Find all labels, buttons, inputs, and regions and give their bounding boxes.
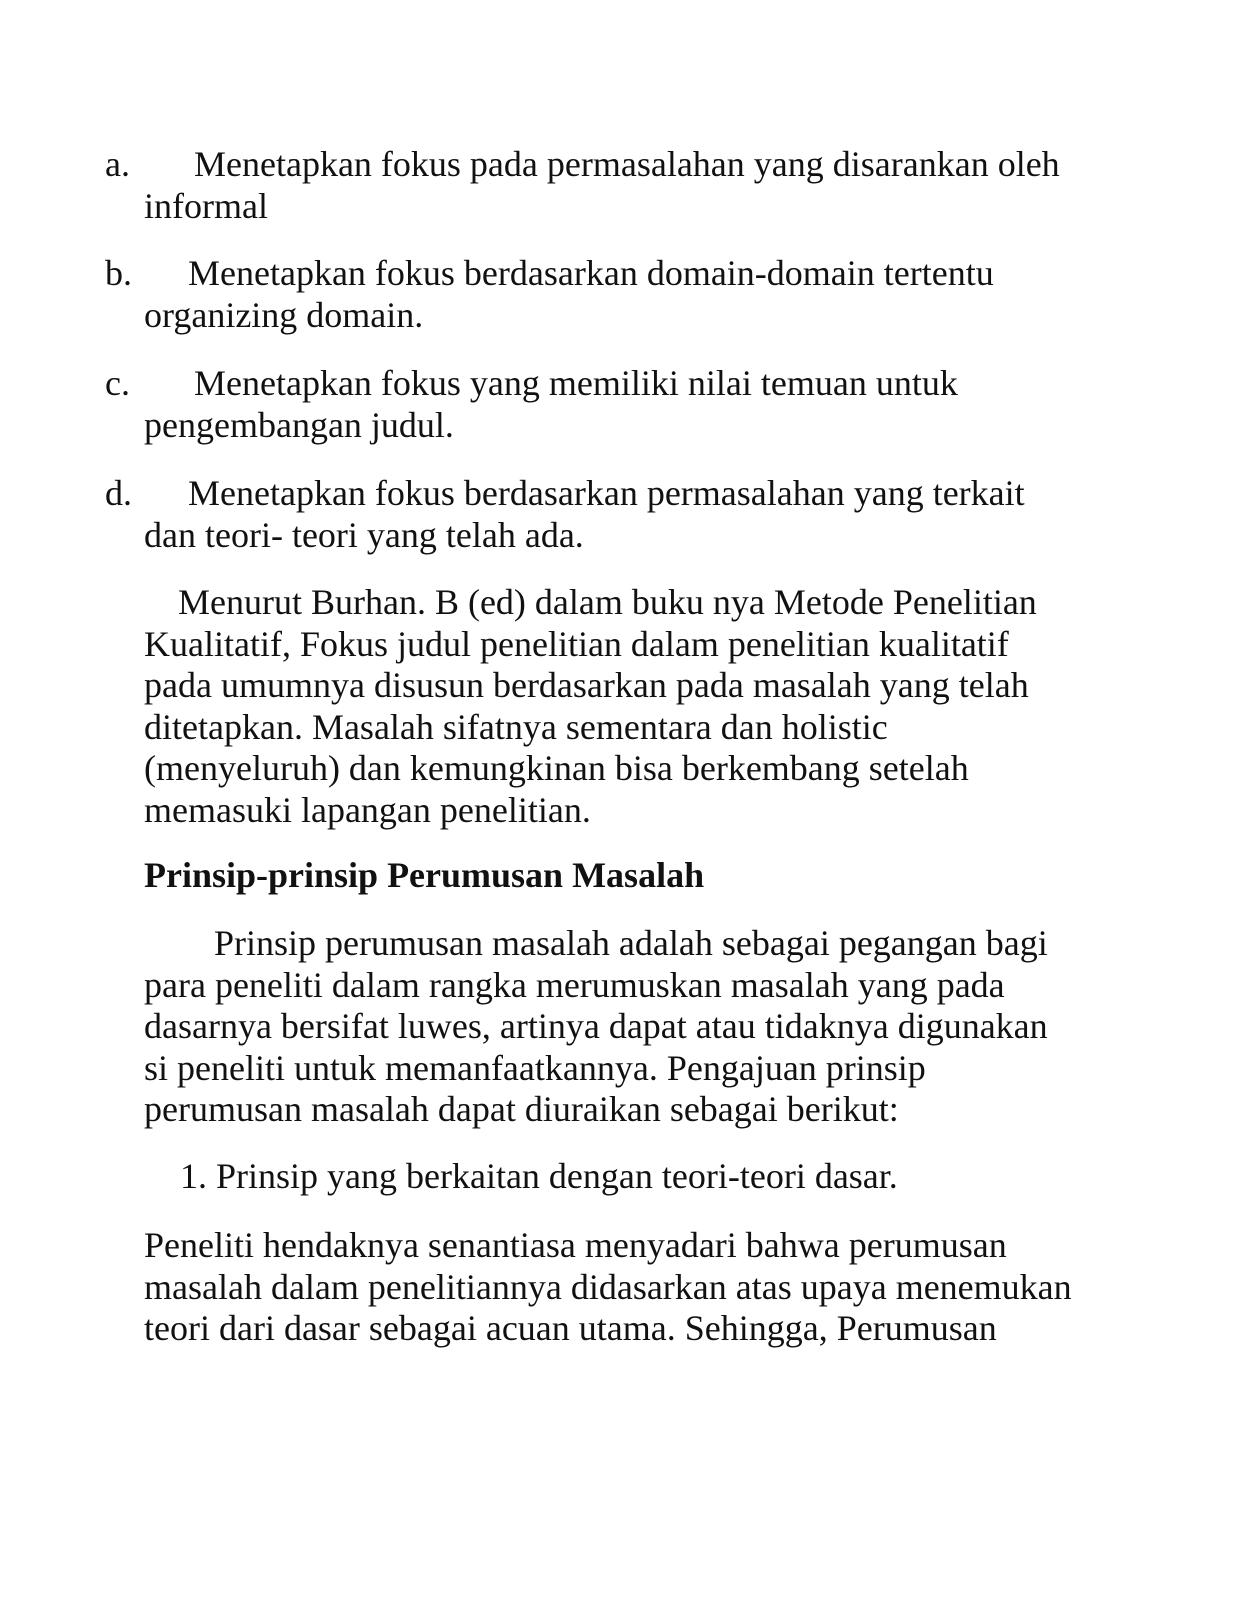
paragraph-line: memasuki lapangan penelitian. — [144, 789, 591, 830]
list-marker: d. — [105, 473, 132, 513]
paragraph-line: perumusan masalah dapat diuraikan sebagai berikut: — [144, 1089, 899, 1129]
list-item-text: Menetapkan fokus yang memiliki nilai temuan untuk — [194, 363, 958, 403]
paragraph-line: Kualitatif, Fokus judul penelitian dalam penelitian kualitatif — [144, 623, 1009, 664]
paragraph-line: masalah dalam penelitiannya didasarkan atas upaya menemukan — [144, 1266, 1072, 1307]
list-marker: b. — [105, 253, 132, 293]
paragraph-line: ditetapkan. Masalah sifatnya sementara dan holistic — [144, 706, 888, 747]
paragraph-line: dasarnya bersifat luwes, artinya dapat atau tidaknya digunakan — [144, 1006, 1048, 1046]
paragraph-line: Menurut Burhan. B (ed) dalam buku nya Metode Penelitian — [178, 582, 1037, 622]
list-marker: c. — [105, 363, 130, 403]
paragraph-line: teori dari dasar sebagai acuan utama. Sehingga, Perumusan — [144, 1308, 997, 1348]
paragraph-line: para peneliti dalam rangka merumuskan masalah yang pada — [144, 964, 1005, 1005]
list-item-continuation: organizing domain. — [144, 295, 424, 335]
paragraph-line: pada umumnya disusun berdasarkan pada masalah yang telah — [144, 665, 1029, 705]
list-item-continuation: pengembangan judul. — [144, 405, 454, 445]
list-item-continuation: dan teori- teori yang telah ada. — [144, 515, 584, 555]
paragraph-peneliti — [144, 1225, 1104, 1350]
list-item-text: Menetapkan fokus berdasarkan permasalahan yang terkait — [188, 473, 1025, 513]
paragraph-line: Prinsip perumusan masalah adalah sebagai pegangan bagi — [214, 923, 1048, 963]
paragraph-line: si peneliti untuk memanfaatkannya. Pengajuan prinsip — [144, 1047, 926, 1088]
list-item-continuation: informal — [144, 186, 268, 226]
section-heading: Prinsip-prinsip Perumusan Masalah — [144, 855, 705, 895]
list-marker: a. — [105, 144, 130, 184]
list-item-text: Menetapkan fokus pada permasalahan yang disarankan oleh — [194, 144, 1060, 184]
list-item-text: Menetapkan fokus berdasarkan domain-domain tertentu — [188, 253, 994, 293]
paragraph-burhan — [144, 582, 1104, 831]
paragraph-line: (menyeluruh) dan kemungkinan bisa berkembang setelah — [144, 748, 969, 788]
numbered-list-item: 1. Prinsip yang berkaitan dengan teori-teori dasar. — [180, 1156, 898, 1196]
paragraph-prinsip — [144, 923, 1104, 1131]
paragraph-line: Peneliti hendaknya senantiasa menyadari bahwa perumusan — [144, 1225, 1007, 1265]
